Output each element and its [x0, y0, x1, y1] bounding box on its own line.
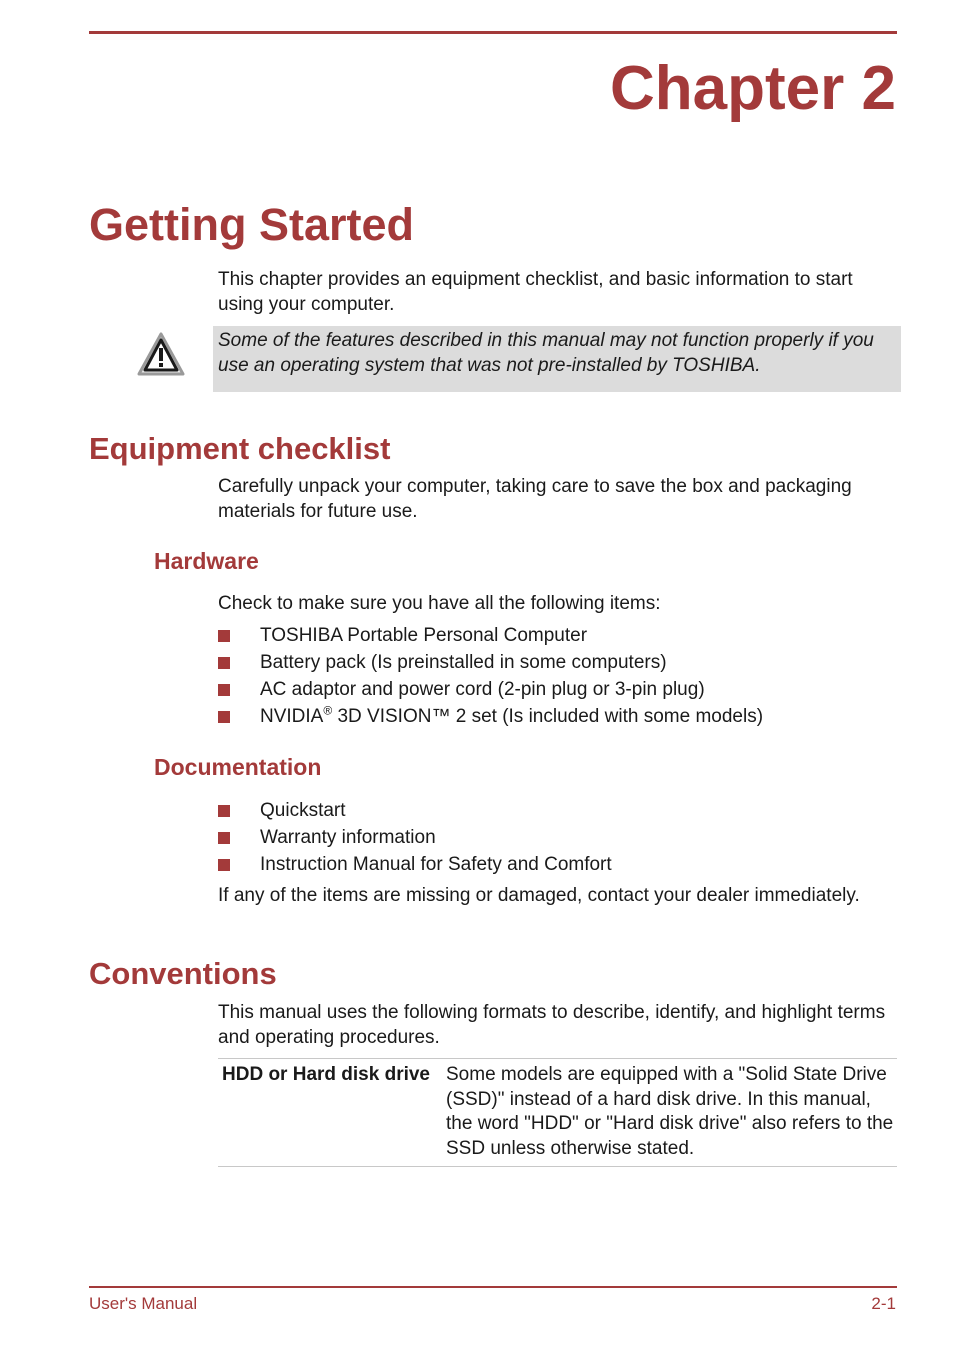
- warning-triangle-icon: [136, 330, 186, 380]
- conventions-text: This manual uses the following formats to describe, identify, and highlight terms and operating procedures.: [218, 1002, 886, 1048]
- bullet-square-icon: [218, 684, 230, 696]
- bullet-square-icon: [218, 630, 230, 642]
- page-title: Getting Started: [89, 199, 415, 250]
- bullet-square-icon: [218, 711, 230, 723]
- intro-paragraph: This chapter provides an equipment checklist, and basic information to start using your computer.: [218, 269, 853, 315]
- documentation-list: [218, 799, 898, 880]
- page-number: 2-1: [871, 1294, 896, 1313]
- hardware-heading: Hardware: [154, 548, 259, 574]
- documentation-closing: If any of the items are missing or damaged, contact your dealer immediately.: [218, 885, 860, 906]
- list-item: Battery pack (Is preinstalled in some computers): [218, 651, 898, 678]
- hardware-intro: Check to make sure you have all the following items:: [218, 593, 661, 614]
- list-item: TOSHIBA Portable Personal Computer: [218, 624, 898, 651]
- note-text: Some of the features described in this manual may not function properly if you use an operating system that was not pre-installed by TOSHIBA.: [218, 330, 874, 376]
- bullet-square-icon: [218, 805, 230, 817]
- table-bottom-rule: [218, 1166, 897, 1167]
- top-rule: [89, 31, 897, 34]
- bullet-square-icon: [218, 859, 230, 871]
- list-item: Warranty information: [218, 826, 898, 853]
- table-top-rule: [218, 1058, 897, 1059]
- bullet-square-icon: [218, 657, 230, 669]
- list-item: NVIDIA® 3D VISION™ 2 set (Is included with some models): [218, 705, 898, 732]
- list-item: AC adaptor and power cord (2-pin plug or 3-pin plug): [218, 678, 898, 705]
- hardware-list: [218, 624, 898, 732]
- list-item: Instruction Manual for Safety and Comfort: [218, 853, 898, 880]
- conventions-heading: Conventions: [89, 956, 277, 991]
- documentation-heading: Documentation: [154, 754, 322, 780]
- table-definition: Some models are equipped with a "Solid State Drive (SSD)" instead of a hard disk drive. In this manual, the word "HDD" or "Hard disk drive" also refers to the SSD unless otherwise stated.: [446, 1064, 894, 1159]
- bottom-rule: [89, 1286, 897, 1288]
- list-item: Quickstart: [218, 799, 898, 826]
- bullet-square-icon: [218, 832, 230, 844]
- table-term: HDD or Hard disk drive: [222, 1064, 430, 1085]
- chapter-label: Chapter 2: [610, 54, 896, 123]
- footer-manual-title: User's Manual: [89, 1294, 198, 1313]
- equipment-checklist-heading: Equipment checklist: [89, 431, 391, 466]
- equipment-text: Carefully unpack your computer, taking care to save the box and packaging materials for future use.: [218, 476, 852, 522]
